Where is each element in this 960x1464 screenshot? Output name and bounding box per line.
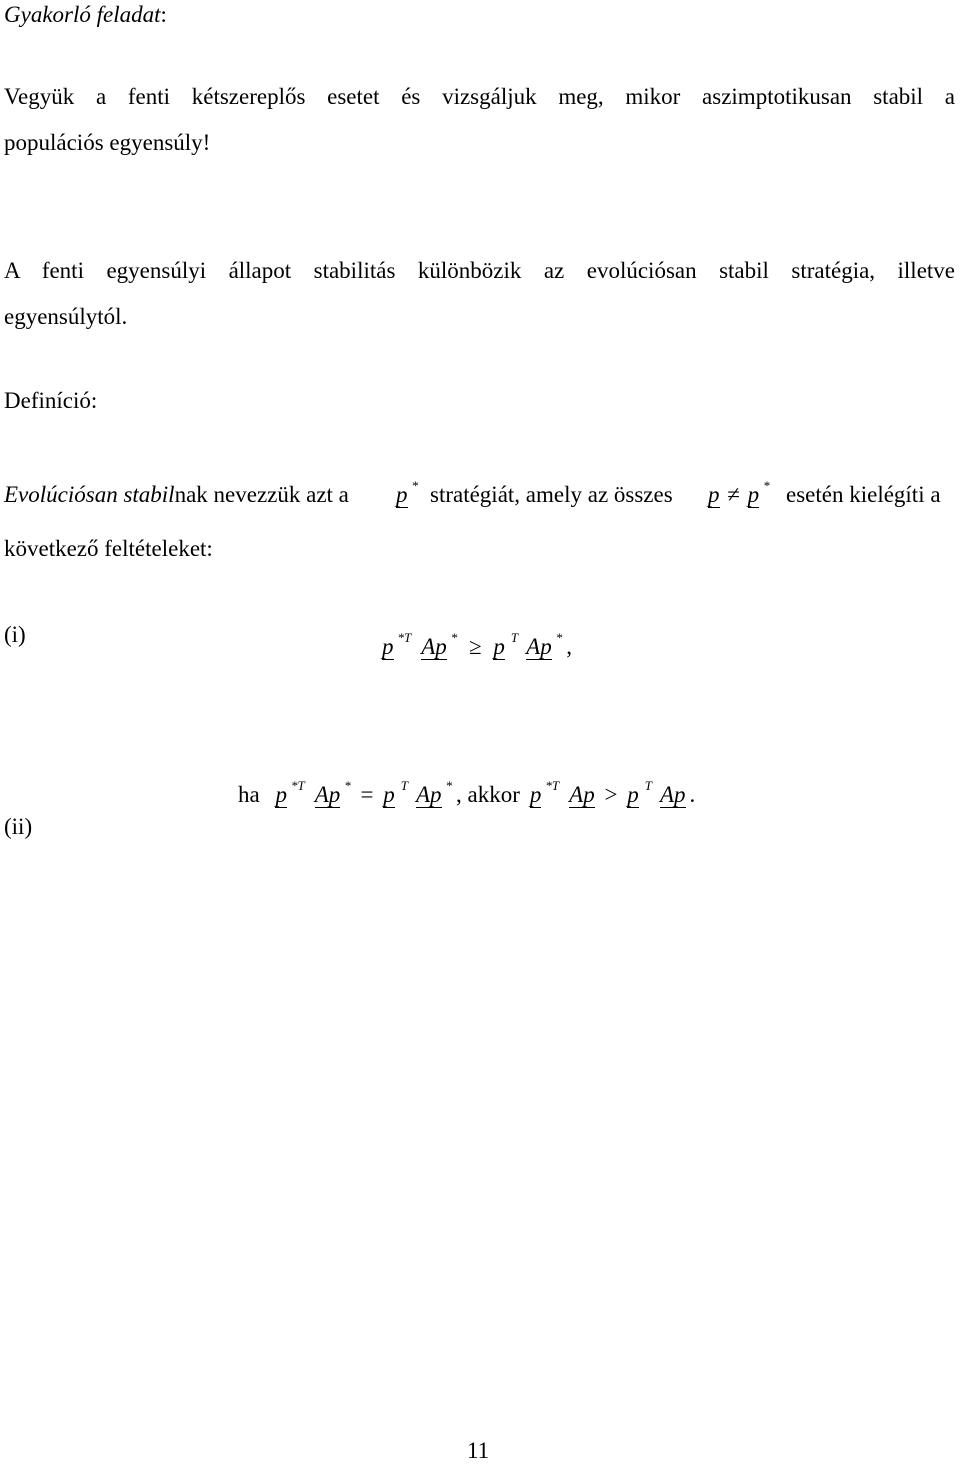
- exercise-paragraph-2-line-2: egyensúlytól.: [4, 304, 128, 329]
- exercise-paragraph-2-line-1: A fenti egyensúlyi állapot stabilitás különbözik az evolúciósan stabil stratégia, illetve: [4, 258, 955, 283]
- math-geq: ≥: [469, 634, 482, 659]
- exercise-heading-colon: :: [160, 2, 167, 27]
- exercise-heading-label: Gyakorló feladat: [4, 2, 161, 27]
- definition-term: Evolúciósan stabil: [4, 482, 175, 507]
- condition-ii-formula: [238, 778, 696, 808]
- math-comma: ,: [566, 634, 572, 659]
- exercise-paragraph-1-line-2: populációs egyensúly!: [4, 130, 211, 155]
- definition-text-b: stratégiát, amely az összes: [430, 482, 673, 507]
- math-matrix-a: A: [415, 782, 431, 807]
- math-p: p: [674, 782, 686, 807]
- math-matrix-a: A: [526, 634, 541, 659]
- math-star-transpose: *T: [290, 778, 305, 793]
- math-star-transpose: *T: [397, 630, 412, 645]
- math-period: .: [689, 782, 696, 807]
- math-star: *: [555, 630, 563, 645]
- math-star: *: [411, 478, 418, 493]
- math-transpose: T: [510, 630, 519, 645]
- math-p: p: [383, 782, 395, 807]
- math-star: *: [344, 778, 351, 793]
- math-matrix-a: A: [659, 782, 674, 807]
- math-p: p: [382, 634, 394, 659]
- math-star: *: [445, 778, 453, 793]
- math-p: p: [430, 782, 442, 807]
- math-p: p: [493, 634, 505, 659]
- condition-ii-akkor: , akkor: [456, 782, 520, 807]
- math-star: *: [763, 478, 770, 493]
- math-p: p: [396, 482, 408, 507]
- definition-heading-label: Definíció: [4, 388, 91, 413]
- exercise-heading: [4, 2, 167, 28]
- math-eq: =: [360, 782, 374, 807]
- math-star-transpose: *T: [545, 778, 560, 793]
- math-p: p: [747, 482, 760, 507]
- math-p: p: [435, 634, 447, 659]
- exercise-paragraph-1-line-1: Vegyük a fenti kétszereplős esetet és vizsgáljuk meg, mikor aszimptotikusan stabil a: [4, 84, 955, 109]
- math-p: p: [627, 782, 639, 807]
- definition-text-a: nak nevezzük azt a: [174, 482, 349, 507]
- definition-line-2: következő feltételeket:: [4, 536, 213, 561]
- definition-heading-colon: :: [90, 388, 98, 413]
- math-p-neq-pstar: [708, 478, 770, 508]
- math-transpose: T: [644, 778, 652, 793]
- math-p: p: [708, 482, 720, 507]
- math-matrix-a: A: [421, 634, 436, 659]
- definition-line-1-start: [4, 482, 349, 508]
- page-number: 11: [467, 1438, 490, 1463]
- math-matrix-a: A: [314, 782, 329, 807]
- math-matrix-a: A: [569, 782, 584, 807]
- definition-heading: [4, 388, 97, 414]
- math-neq: ≠: [727, 482, 740, 507]
- math-p: p: [540, 634, 552, 659]
- condition-ii-ha: ha: [238, 782, 260, 807]
- condition-i-label: (i): [4, 622, 26, 647]
- condition-i-formula: [382, 630, 572, 660]
- math-gt: >: [604, 782, 618, 807]
- math-p: p: [529, 782, 542, 807]
- math-p: p: [328, 782, 341, 807]
- math-p: p: [275, 782, 287, 807]
- definition-text-c: esetén kielégíti a: [786, 482, 941, 507]
- math-star: *: [450, 630, 458, 645]
- math-transpose: T: [400, 778, 408, 793]
- condition-ii-label: (ii): [4, 814, 33, 839]
- math-p-star-1: [396, 478, 418, 508]
- math-p: p: [583, 782, 595, 807]
